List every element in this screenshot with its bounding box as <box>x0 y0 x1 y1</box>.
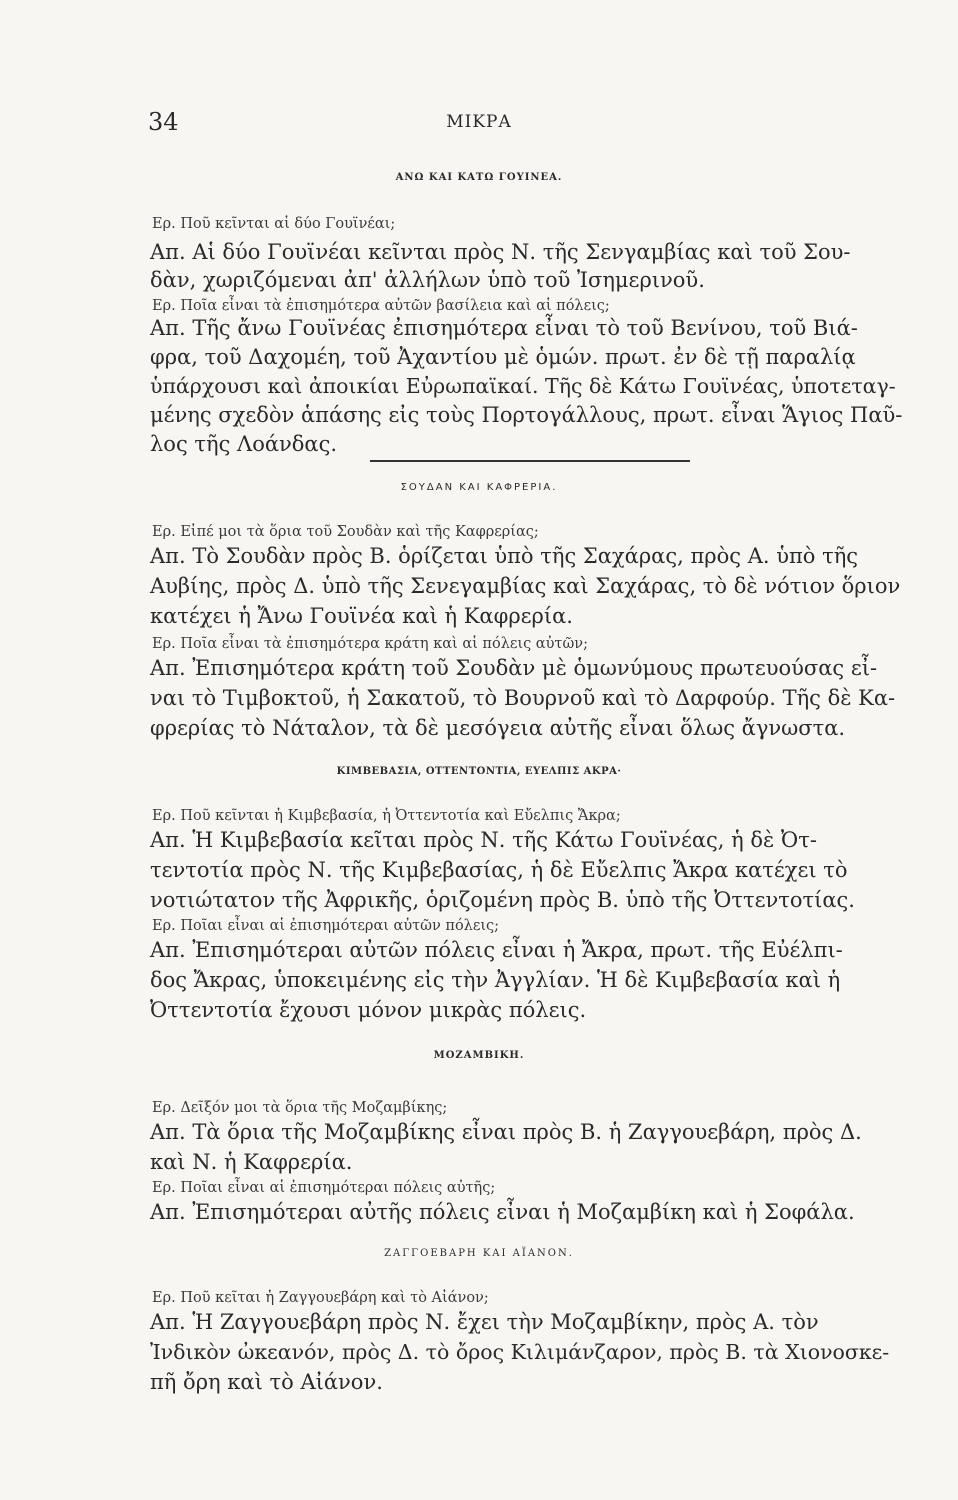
answer-line: Απ. Ἡ Ζαγγουεβάρη πρὸς Ν. ἔχει τὴν Μοζαμβίκην, πρὸς Α. τὸν <box>150 1310 819 1334</box>
question-line: Ερ. Ποῦ κεῖνται ἡ Κιμβεβασία, ἡ Ὀττεντοτία καὶ Εὔελπις Ἄκρα; <box>152 808 621 824</box>
answer-line: μένης σχεδὸν ἁπάσης εἰς τοὺς Πορτογάλλους, πρωτ. εἶναι Ἅγιος Παῦ- <box>150 403 903 427</box>
answer-line: Απ. Ἐπισημότερα κράτη τοῦ Σουδὰν μὲ ὁμωνύμους πρωτευούσας εἶ- <box>150 656 878 680</box>
page-header <box>0 108 958 148</box>
answer-line: τεντοτία πρὸς Ν. τῆς Κιμβεβασίας, ἡ δὲ Εὔελπις Ἄκρα κατέχει τὸ <box>150 858 848 882</box>
answer-line: Αυβίης, πρὸς Δ. ὑπὸ τῆς Σενεγαμβίας καὶ Σαχάρας, τὸ δὲ νότιον ὅριον <box>150 574 901 598</box>
question-line: Ερ. Δεῖξόν μοι τὰ ὅρια τῆς Μοζαμβίκης; <box>152 1100 448 1116</box>
question-line: Ερ. Εἰπέ μοι τὰ ὅρια τοῦ Σουδὰν καὶ τῆς Καφρερίας; <box>152 524 539 540</box>
answer-line: Ἰνδικὸν ὠκεανόν, πρὸς Δ. τὸ ὄρος Κιλιμάνζαρον, πρὸς Β. τὰ Χιονοσκε- <box>150 1340 890 1364</box>
answer-line: ὑπάρχουσι καὶ ἀποικίαι Εὐρωπαϊκαί. Τῆς δὲ Κάτω Γουϊνέας, ὑποτεταγ- <box>150 374 896 398</box>
answer-line: Απ. Αἱ δύο Γουϊνέαι κεῖνται πρὸς Ν. τῆς Σενγαμβίας καὶ τοῦ Σου- <box>150 240 851 264</box>
question-line: Ερ. Ποῦ κεῖται ἡ Ζαγγουεβάρη καὶ τὸ Αἰάνον; <box>152 1290 489 1306</box>
page-number: 34 <box>148 108 179 136</box>
answer-line: Απ. Τὰ ὅρια τῆς Μοζαμβίκης εἶναι πρὸς Β. ἡ Ζαγγουεβάρη, πρὸς Δ. <box>150 1120 862 1144</box>
section-title: ΣΟΥΔΑΝ ΚΑΙ ΚΑΦΡΕΡΙΑ. <box>400 482 558 493</box>
section-title: ΜΟΖΑΜΒΙΚΗ. <box>433 1050 525 1061</box>
section-title: ΚΙΜΒΕΒΑΣΙΑ, ΟΤΤΕΝΤΟΝΤΙΑ, ΕΥΕΛΠΙΣ ΑΚΡΑ· <box>336 766 622 777</box>
section-title: ΖΑΓΓΟΕΒΑΡΗ ΚΑΙ ΑΪΑΝΟΝ. <box>384 1248 574 1259</box>
answer-line: Απ. Ἡ Κιμβεβασία κεῖται πρὸς Ν. τῆς Κάτω Γουϊνέας, ἡ δὲ Ὀτ- <box>150 828 817 852</box>
answer-line: λος τῆς Λοάνδας. <box>150 432 338 456</box>
answer-line: Απ. Ἐπισημότεραι αὐτῆς πόλεις εἶναι ἡ Μοζαμβίκη καὶ ἡ Σοφάλα. <box>150 1200 855 1224</box>
answer-line: δὰν, χωριζόμεναι ἀπ' ἀλλήλων ὑπὸ τοῦ Ἰσημερινοῦ. <box>150 268 705 292</box>
answer-line: Ὀττεντοτία ἔχουσι μόνον μικρὰς πόλεις. <box>150 998 587 1022</box>
answer-line: φρα, τοῦ Δαχομέη, τοῦ Ἀχαντίου μὲ ὁμών. πρωτ. ἐν δὲ τῇ παραλίᾳ <box>150 345 856 369</box>
answer-line: Απ. Ἐπισημότεραι αὐτῶν πόλεις εἶναι ἡ Ἄκρα, πρωτ. τῆς Εὐέλπι- <box>150 938 843 962</box>
section-title: ΑΝΩ ΚΑΙ ΚΑΤΩ ΓΟΥΙΝΕΑ. <box>395 172 563 183</box>
question-line: Ερ. Ποῦ κεῖνται αἱ δύο Γουϊνέαι; <box>152 216 396 232</box>
answer-line: Απ. Τὸ Σουδὰν πρὸς Β. ὁρίζεται ὑπὸ τῆς Σαχάρας, πρὸς Α. ὑπὸ τῆς <box>150 544 859 568</box>
answer-line: Απ. Τῆς ἄνω Γουϊνέας ἐπισημότερα εἶναι τὸ τοῦ Βενίνου, τοῦ Βιά- <box>150 316 858 340</box>
answer-line: πῆ ὄρη καὶ τὸ Αἰάνον. <box>150 1370 383 1394</box>
question-line: Ερ. Ποῖαι εἶναι αἱ ἐπισημότεραι αὐτῶν πόλεις; <box>152 918 500 934</box>
answer-line: δος Ἄκρας, ὑποκειμένης εἰς τὴν Ἀγγλίαν. Ἡ δὲ Κιμβεβασία καὶ ἡ <box>150 968 841 992</box>
question-line: Ερ. Ποῖα εἶναι τὰ ἐπισημότερα αὐτῶν βασίλεια καὶ αἱ πόλεις; <box>152 298 610 314</box>
question-line: Ερ. Ποῖα εἶναι τὰ ἐπισημότερα κράτη καὶ αἱ πόλεις αὐτῶν; <box>152 636 588 652</box>
running-head: ΜΙΚΡΑ <box>446 112 512 132</box>
answer-line: νοτιώτατον τῆς Ἀφρικῆς, ὁριζομένη πρὸς Β. ὑπὸ τῆς Ὀττεντοτίας. <box>150 888 855 912</box>
section-divider <box>370 460 690 462</box>
answer-line: ναι τὸ Τιμβοκτοῦ, ἡ Σακατοῦ, τὸ Βουρνοῦ καὶ τὸ Δαρφούρ. Τῆς δὲ Κα- <box>150 686 896 710</box>
question-line: Ερ. Ποῖαι εἶναι αἱ ἐπισημότεραι πόλεις αὐτῆς; <box>152 1180 496 1196</box>
answer-line: φρερίας τὸ Νάταλον, τὰ δὲ μεσόγεια αὐτῆς εἶναι ὅλως ἄγνωστα. <box>150 716 846 740</box>
answer-line: καὶ Ν. ἡ Καφρερία. <box>150 1150 353 1174</box>
answer-line: κατέχει ἡ Ἄνω Γουϊνέα καὶ ἡ Καφρερία. <box>150 604 573 628</box>
